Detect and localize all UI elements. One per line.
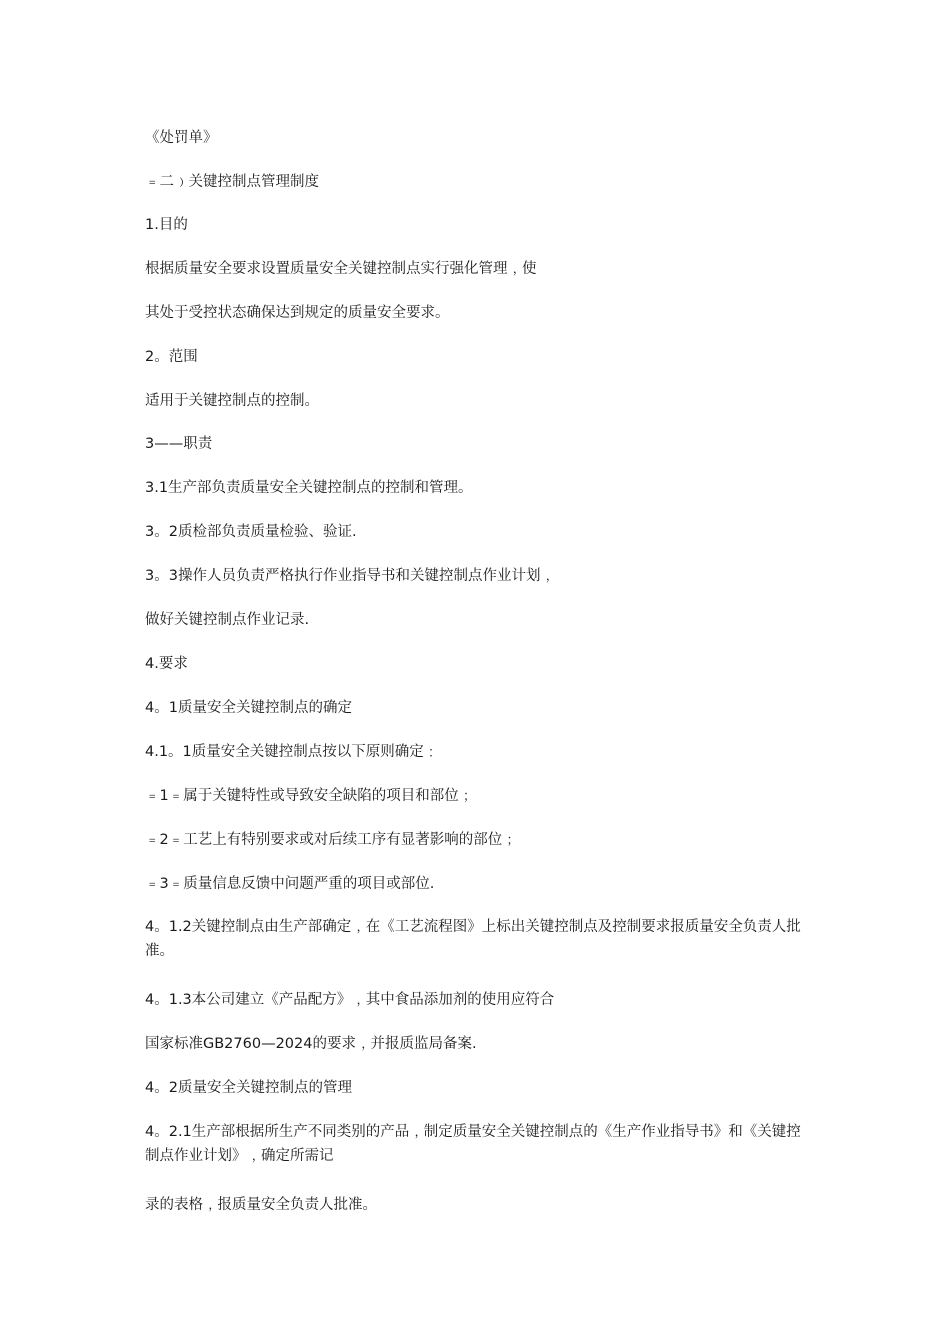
paragraph: 3。2质检部负责质量检验、验证. [145, 524, 357, 540]
paragraph: 适用于关键控制点的控制。 [145, 393, 319, 409]
paragraph: 3.1生产部负责质量安全关键控制点的控制和管理。 [145, 480, 473, 496]
paragraph: 国家标准GB2760—2024的要求﹐并报质监局备案. [145, 1036, 477, 1052]
paragraph: 4。1.2关键控制点由生产部确定﹐在《工艺流程图》上标出关键控制点及控制要求报质量安全负责人批准。 [145, 919, 801, 959]
paragraph: 4。2质量安全关键控制点的管理 [145, 1080, 352, 1096]
paragraph: 做好关键控制点作业记录. [145, 612, 310, 628]
paragraph: 4。2.1生产部根据所生产不同类别的产品﹐制定质量安全关键控制点的《生产作业指导书》和《关键控制点作业计划》﹐确定所需记 [145, 1124, 801, 1164]
paragraph: 其处于受控状态确保达到规定的质量安全要求。 [145, 305, 450, 321]
paragraph: 1.目的 [145, 217, 188, 233]
paragraph: 2。范围 [145, 349, 198, 365]
paragraph: 根据质量安全要求设置质量安全关键控制点实行强化管理﹐使 [145, 261, 537, 277]
doc-title: 《处罚单》 [145, 130, 218, 146]
paragraph: ﹦3﹦质量信息反馈中问题严重的项目或部位. [145, 876, 435, 892]
paragraph: 4.要求 [145, 656, 188, 672]
paragraph: 3——职责 [145, 436, 213, 452]
paragraph: 4.1。1质量安全关键控制点按以下原则确定﹕ [145, 744, 439, 760]
paragraph: 录的表格﹐报质量安全负责人批准。 [145, 1197, 377, 1213]
paragraph: ﹦2﹦工艺上有特别要求或对后续工序有显著影响的部位﹔ [145, 832, 517, 848]
paragraph: 3。3操作人员负责严格执行作业指导书和关键控制点作业计划﹐ [145, 568, 555, 584]
paragraph: 4。1质量安全关键控制点的确定 [145, 700, 352, 716]
paragraph: ﹦1﹦属于关键特性或导致安全缺陷的项目和部位﹔ [145, 788, 474, 804]
paragraph: 4。1.3本公司建立《产品配方》﹐其中食品添加剂的使用应符合 [145, 992, 555, 1008]
section-heading: ﹦二﹚关键控制点管理制度 [145, 174, 319, 190]
